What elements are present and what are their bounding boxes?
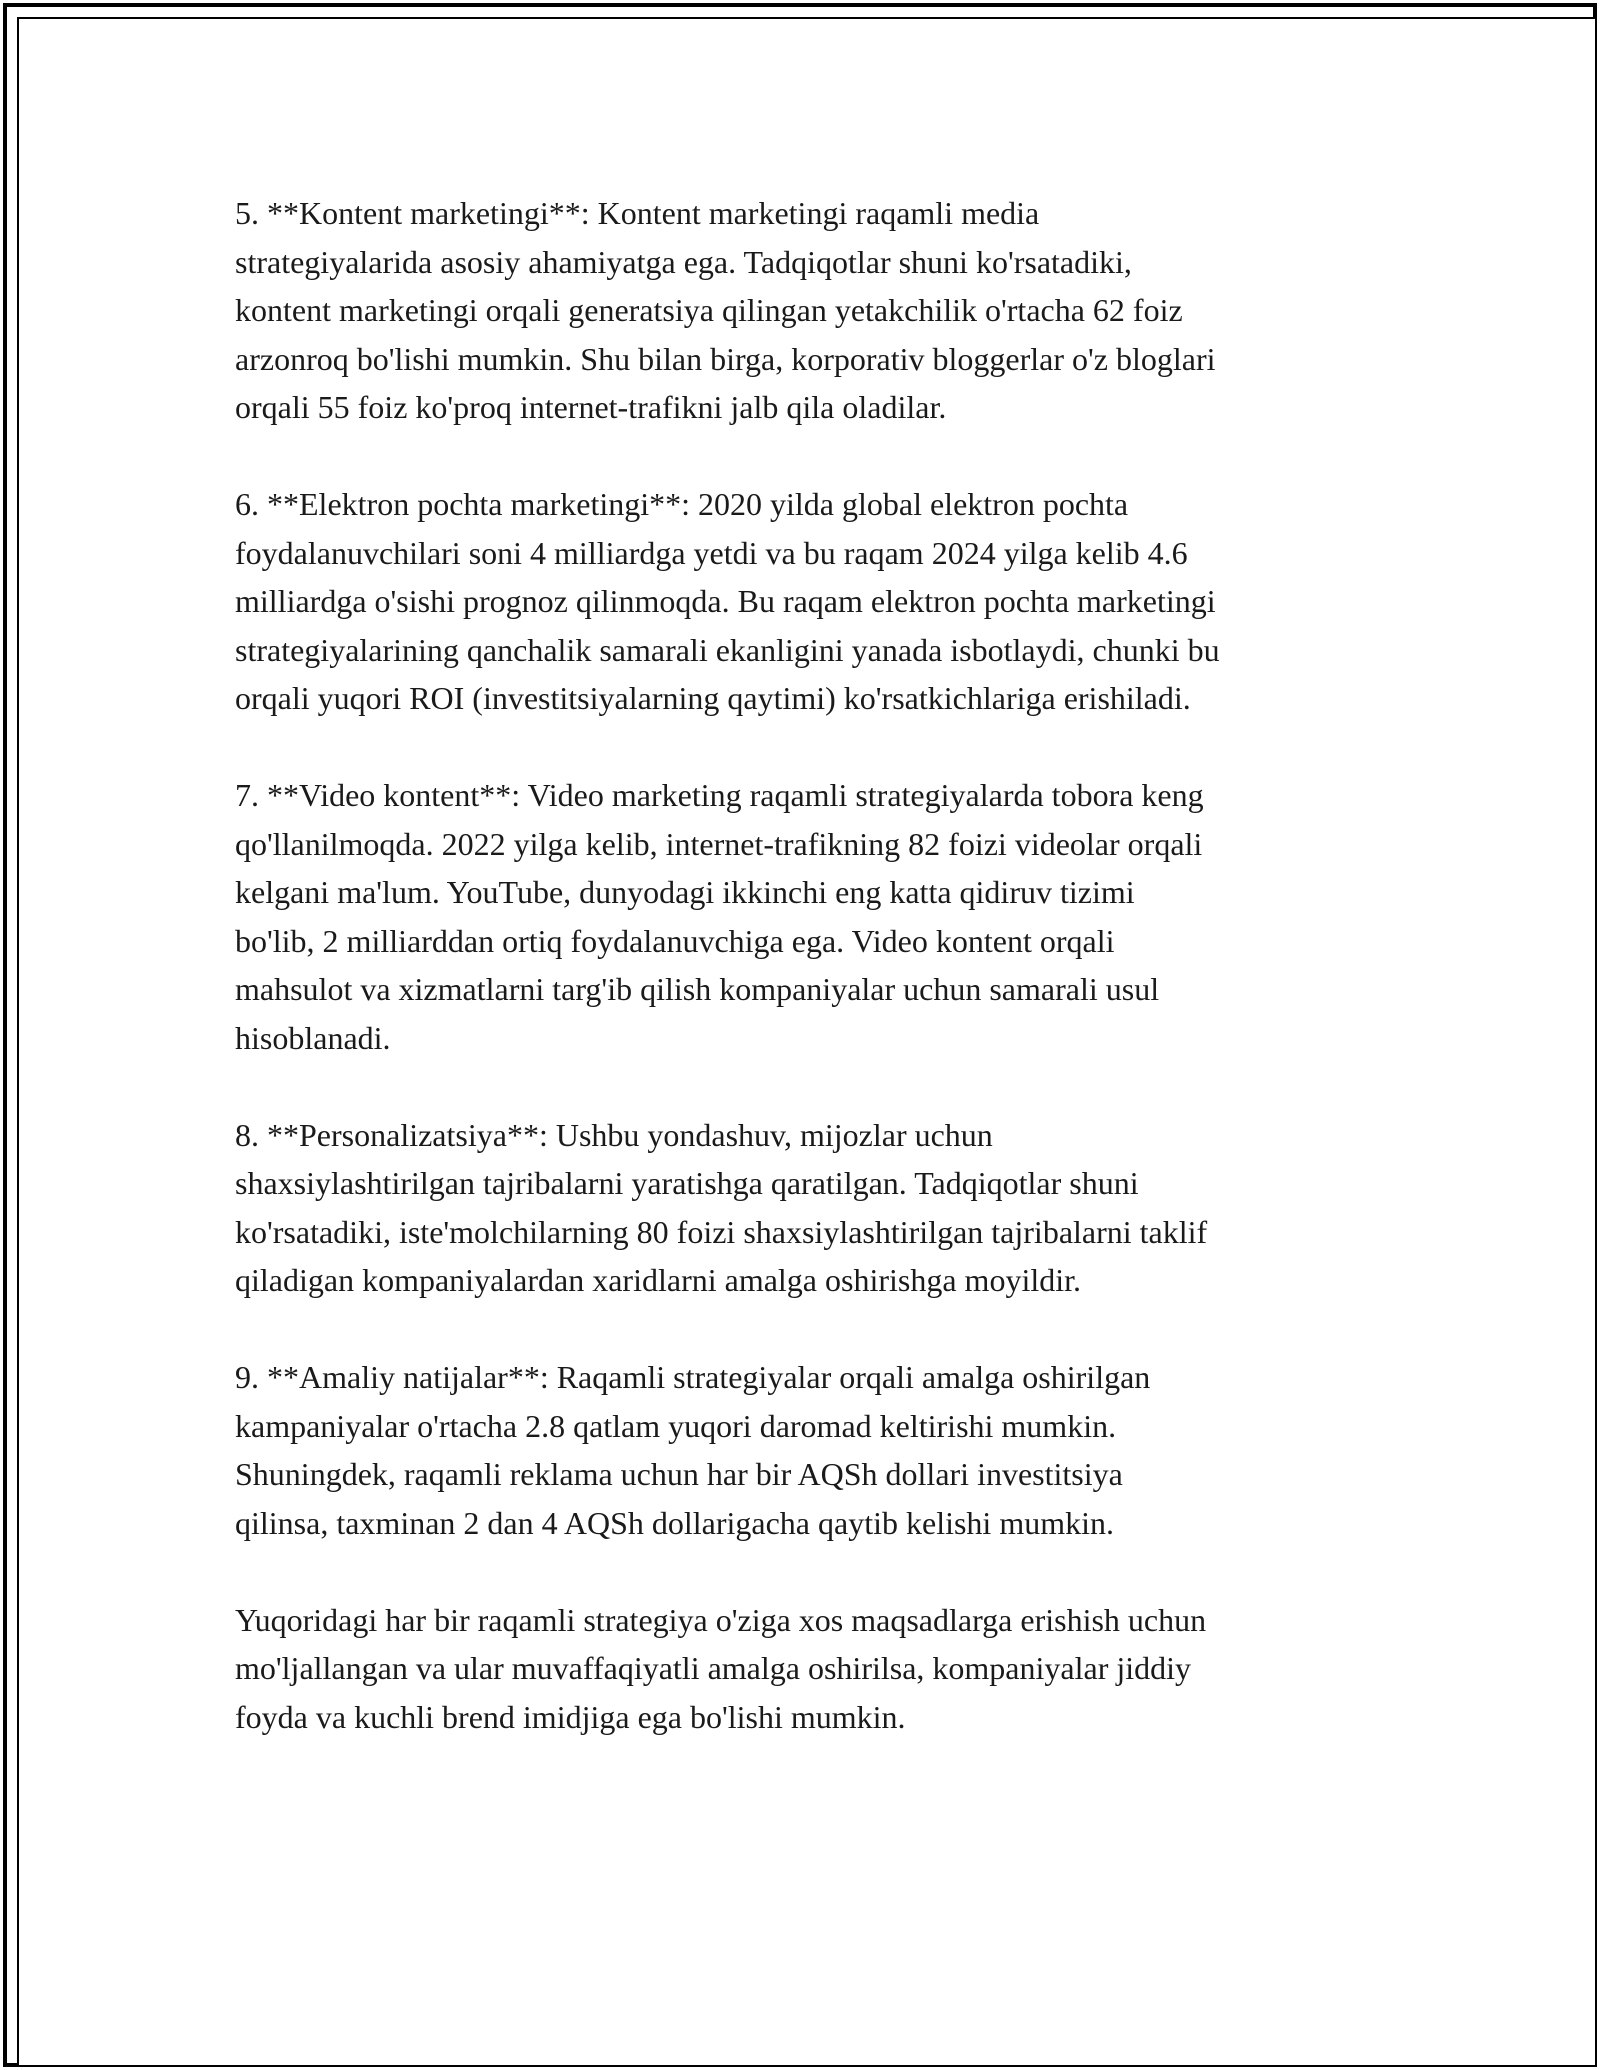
text-line: strategiyalarining qanchalik samarali ekanligini yanada isbotlaydi, chunki bu xyxy=(235,631,1220,668)
text-line: 7. **Video kontent**: Video marketing raqamli strategiyalarda tobora keng xyxy=(235,777,1204,813)
text-line: mahsulot va xizmatlarni targ'ib qilish kompaniyalar uchun samarali usul xyxy=(235,971,1160,1007)
text-line: 5. **Kontent marketingi**: Kontent marketingi raqamli media xyxy=(235,195,1040,231)
text-line: kontent marketingi orqali generatsiya qilingan yetakchilik o'rtacha 62 foiz xyxy=(235,292,1183,328)
text-line: orqali yuqori ROI (investitsiyalarning qaytimi) ko'rsatkichlariga erishiladi. xyxy=(235,680,1191,716)
text-line: orqali 55 foiz ko'proq internet-trafikni jalb qila oladilar. xyxy=(235,389,947,425)
text-line: 6. **Elektron pochta marketingi**: 2020 yilda global elektron pochta xyxy=(235,486,1129,522)
text-line: 9. **Amaliy natijalar**: Raqamli strategiyalar orqali amalga oshirilgan xyxy=(235,1359,1151,1395)
paragraph-conclusion xyxy=(235,1596,1380,1742)
text-line: foydalanuvchilari soni 4 milliardga yetdi va bu raqam 2024 yilga kelib 4.6 xyxy=(235,534,1188,571)
text-line: milliardga o'sishi prognoz qilinmoqda. Bu raqam elektron pochta marketingi xyxy=(235,583,1216,619)
text-line: arzonroq bo'lishi mumkin. Shu bilan birga, korporativ bloggerlar o'z bloglari xyxy=(235,340,1216,377)
text-line: strategiyalarida asosiy ahamiyatga ega. Tadqiqotlar shuni ko'rsatadiki, xyxy=(235,243,1132,280)
text-line: mo'ljallangan va ular muvaffaqiyatli amalga oshirilsa, kompaniyalar jiddiy xyxy=(235,1650,1192,1686)
text-line: kelgani ma'lum. YouTube, dunyodagi ikkinchi eng katta qidiruv tizimi xyxy=(235,874,1135,910)
text-line: hisoblanadi. xyxy=(235,1019,391,1056)
paragraph-personalization xyxy=(235,1111,1380,1305)
text-line: 8. **Personalizatsiya**: Ushbu yondashuv, mijozlar uchun xyxy=(235,1116,993,1153)
text-line: ko'rsatadiki, iste'molchilarning 80 foizi shaxsiylashtirilgan tajribalarni taklif xyxy=(235,1213,1208,1250)
text-line: kampaniyalar o'rtacha 2.8 qatlam yuqori daromad keltirishi mumkin. xyxy=(235,1407,1117,1444)
text-line: foyda va kuchli brend imidjiga ega bo'lishi mumkin. xyxy=(235,1698,906,1735)
text-line: qilinsa, taxminan 2 dan 4 AQSh dollarigacha qaytib kelishi mumkin. xyxy=(235,1504,1114,1541)
text-line: qiladigan kompaniyalardan xaridlarni amalga oshirishga moyildir. xyxy=(235,1262,1081,1298)
text-line: Shuningdek, raqamli reklama uchun har bir AQSh dollari investitsiya xyxy=(235,1456,1123,1492)
text-line: Yuqoridagi har bir raqamli strategiya o'ziga xos maqsadlarga erishish uchun xyxy=(235,1601,1207,1638)
text-line: shaxsiylashtirilgan tajribalarni yaratishga qaratilgan. Tadqiqotlar shuni xyxy=(235,1165,1139,1201)
paragraph-video-content xyxy=(235,771,1380,1062)
paragraph-practical-results xyxy=(235,1353,1380,1547)
text-line: qo'llanilmoqda. 2022 yilga kelib, internet-trafikning 82 foizi videolar orqali xyxy=(235,825,1203,862)
paragraph-content-marketing xyxy=(235,189,1380,432)
text-line: bo'lib, 2 milliarddan ortiq foydalanuvchiga ega. Video kontent orqali xyxy=(235,922,1115,959)
paragraph-email-marketing xyxy=(235,480,1380,723)
document-body xyxy=(235,189,1380,1790)
